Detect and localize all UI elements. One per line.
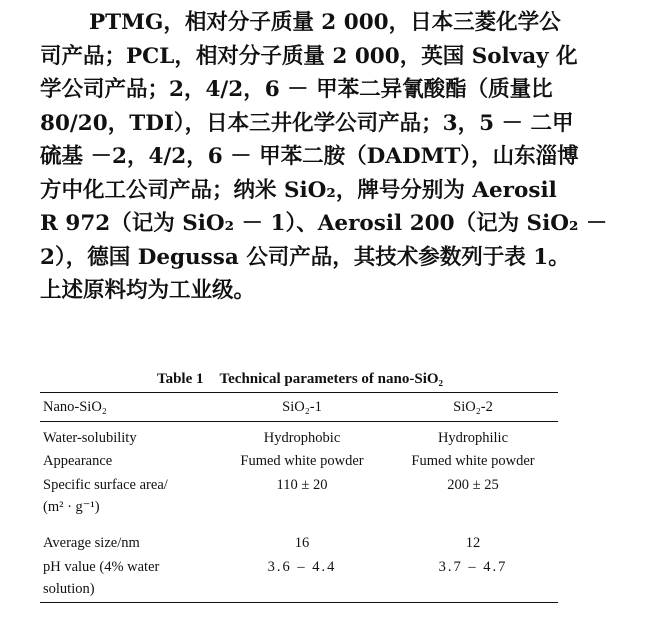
table-caption	[40, 370, 560, 388]
param-cell: Average size/nm	[43, 535, 140, 551]
parameters-table	[40, 392, 558, 603]
paragraph-line: 2），德国 Degussa 公司产品，其技术参数列于表 1。	[40, 244, 570, 270]
value-cell: Fumed white powder	[240, 453, 364, 469]
value-cell: 16	[294, 535, 310, 551]
table-row	[40, 556, 558, 602]
param-line: Specific surface area/	[43, 477, 168, 493]
value-cell: Fumed white powder	[411, 453, 535, 469]
header-cell: SiO₂-2	[453, 399, 493, 415]
table-caption-title: Technical parameters of nano-SiO₂	[219, 371, 444, 387]
param-line: pH value (4% water	[43, 559, 160, 575]
param-cell: Appearance	[43, 453, 113, 469]
table-header-row	[40, 393, 558, 422]
value-cell: 110 ± 20	[276, 477, 328, 493]
value-cell: 3.7 – 4.7	[438, 559, 508, 575]
table-caption-label: Table 1	[156, 371, 204, 387]
value-cell: Hydrophobic	[263, 430, 341, 446]
paragraph-line: 司产品；PCL，相对分子质量 2 000，英国 Solvay 化	[40, 43, 578, 69]
paragraph-line: 方中化工公司产品；纳米 SiO₂，牌号分别为 Aerosil	[40, 177, 557, 203]
materials-paragraph	[40, 6, 608, 308]
paragraph-line: 硫基 －2，4/2，6 － 甲苯二胺（DADMT），山东淄博	[40, 144, 579, 169]
paragraph-line: PTMG，相对分子质量 2 000，日本三菱化学公	[89, 10, 561, 35]
table-row	[40, 526, 558, 556]
param-cell	[40, 556, 216, 600]
paragraph-line: 学公司产品；2，4/2，6 － 甲苯二异氰酸酯（质量比	[40, 77, 553, 102]
table-row	[40, 474, 558, 526]
paragraph-line: 80/20，TDI），日本三井化学公司产品；3，5 － 二甲	[40, 110, 574, 136]
paragraph-line: R 972（记为 SiO₂ － 1）、Aerosil 200（记为 SiO₂ －	[40, 211, 608, 236]
header-cell: Nano-SiO₂	[43, 399, 107, 415]
header-cell: SiO₂-1	[282, 399, 322, 415]
param-line: solution)	[43, 581, 95, 597]
param-line: (m² · g⁻¹)	[43, 499, 100, 515]
table-row	[40, 422, 558, 450]
value-cell: Hydrophilic	[437, 430, 509, 446]
param-cell: Water-solubility	[43, 430, 137, 446]
value-cell: 200 ± 25	[447, 477, 499, 493]
table-row	[40, 450, 558, 474]
value-cell: 12	[465, 535, 481, 551]
param-cell	[40, 474, 216, 518]
value-cell: 3.6 – 4.4	[267, 559, 337, 575]
paragraph-line: 上述原料均为工业级。	[40, 278, 256, 303]
